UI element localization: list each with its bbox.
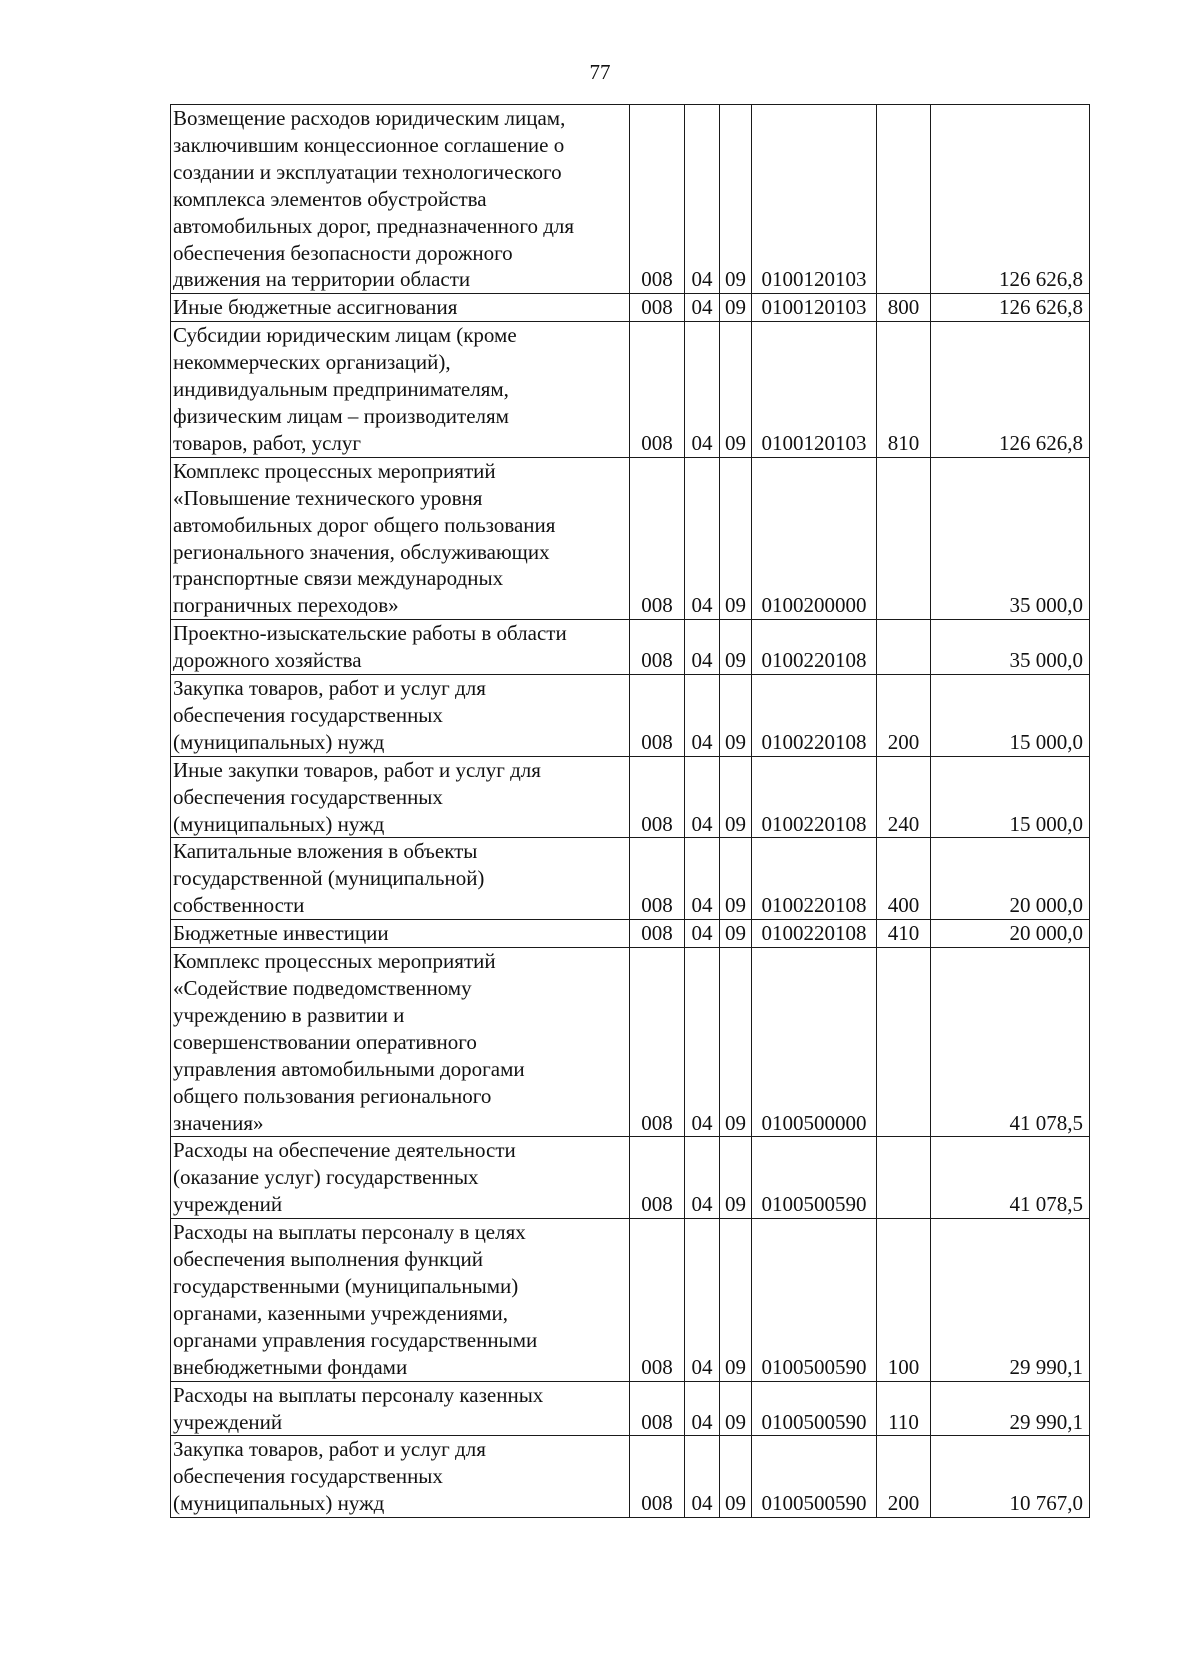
expense-name-line: «Содействие подведомственному [173, 976, 472, 1000]
expense-name-line: заключившим концессионное соглашение о [173, 132, 565, 157]
expense-name-cell [171, 294, 630, 322]
expense-name-line: (оказание услуг) государственных [173, 1165, 479, 1190]
expense-type-cell [877, 620, 931, 675]
expense-type-cell: 240 [877, 756, 931, 838]
table-row [171, 1219, 1090, 1381]
expense-name-line: (муниципальных) нужд [173, 1491, 385, 1516]
expense-name-line: общего пользования регионального [173, 1083, 492, 1108]
section-code-cell: 04 [685, 620, 720, 675]
table-row [171, 756, 1090, 838]
expense-type-cell: 100 [877, 1219, 931, 1381]
expense-name-line: создании и эксплуатации технологического [173, 159, 562, 184]
table-row [171, 838, 1090, 920]
expense-name-line: Бюджетные инвестиции [173, 921, 389, 946]
expense-name-line: (муниципальных) нужд [173, 729, 385, 754]
expense-name-line: автомобильных дорог общего пользования [173, 512, 556, 537]
expense-name-line: Проектно-изыскательские работы в области [173, 621, 567, 646]
ministry-code-cell: 008 [630, 838, 685, 920]
expense-name-line: учреждению в развитии и [173, 1002, 405, 1027]
subsection-code-cell: 09 [720, 620, 752, 675]
expense-name-line: собственности [173, 893, 305, 918]
expense-name-line: внебюджетными фондами [173, 1354, 408, 1379]
table-row [171, 1436, 1090, 1518]
ministry-code-cell: 008 [630, 294, 685, 322]
expense-type-cell: 800 [877, 294, 931, 322]
expense-name-line: учреждений [173, 1192, 283, 1217]
expense-name-line: Закупка товаров, работ и услуг для [173, 676, 486, 701]
table-row [171, 457, 1090, 619]
expense-type-cell [877, 1137, 931, 1219]
expense-name-line: «Повышение технического уровня [173, 485, 483, 510]
section-code-cell: 04 [685, 1219, 720, 1381]
expense-type-cell: 200 [877, 675, 931, 757]
table-row [171, 294, 1090, 322]
subsection-code-cell: 09 [720, 322, 752, 458]
expense-name-line: Возмещение расходов юридическим лицам, [173, 106, 566, 130]
expense-name-line: органами, казенными учреждениями, [173, 1300, 509, 1325]
expense-name-cell [171, 675, 630, 757]
subsection-code-cell: 09 [720, 948, 752, 1137]
expense-name-line: некоммерческих организаций), [173, 350, 451, 375]
expense-name-line: комплекса элементов обустройства [173, 186, 487, 211]
subsection-code-cell: 09 [720, 838, 752, 920]
expense-name-cell [171, 1219, 630, 1381]
expense-name-line: Закупка товаров, работ и услуг для [173, 1437, 486, 1462]
table-row [171, 322, 1090, 458]
expense-type-cell [877, 948, 931, 1137]
expense-name-cell [171, 620, 630, 675]
target-article-cell: 0100220108 [752, 620, 877, 675]
expense-type-cell: 400 [877, 838, 931, 920]
table-body [171, 105, 1090, 1518]
amount-cell: 10 767,0 [931, 1436, 1090, 1518]
table-row [171, 920, 1090, 948]
target-article-cell: 0100500590 [752, 1436, 877, 1518]
expense-name-line: движения на территории области [173, 267, 471, 292]
ministry-code-cell: 008 [630, 1137, 685, 1219]
amount-cell: 20 000,0 [931, 920, 1090, 948]
ministry-code-cell: 008 [630, 948, 685, 1137]
amount-cell: 20 000,0 [931, 838, 1090, 920]
target-article-cell: 0100220108 [752, 838, 877, 920]
ministry-code-cell: 008 [630, 920, 685, 948]
expense-name-line: учреждений [173, 1409, 283, 1434]
expense-name-cell [171, 838, 630, 920]
target-article-cell: 0100500590 [752, 1137, 877, 1219]
expense-name-line: Расходы на выплаты персоналу в целях [173, 1220, 526, 1245]
table-row [171, 620, 1090, 675]
target-article-cell: 0100500590 [752, 1219, 877, 1381]
expense-name-line: Комплекс процессных мероприятий [173, 949, 496, 974]
table-row [171, 105, 1090, 294]
expense-name-line: Расходы на обеспечение деятельности [173, 1138, 516, 1163]
table-row [171, 675, 1090, 757]
expense-type-cell [877, 457, 931, 619]
expense-name-line: дорожного хозяйства [173, 648, 362, 673]
target-article-cell: 0100220108 [752, 675, 877, 757]
amount-cell: 35 000,0 [931, 620, 1090, 675]
target-article-cell: 0100200000 [752, 457, 877, 619]
subsection-code-cell: 09 [720, 457, 752, 619]
ministry-code-cell: 008 [630, 1381, 685, 1436]
section-code-cell: 04 [685, 756, 720, 838]
amount-cell: 15 000,0 [931, 756, 1090, 838]
amount-cell: 41 078,5 [931, 1137, 1090, 1219]
ministry-code-cell: 008 [630, 675, 685, 757]
ministry-code-cell: 008 [630, 105, 685, 294]
expense-name-cell [171, 457, 630, 619]
target-article-cell: 0100120103 [752, 294, 877, 322]
expense-name-line: совершенствовании оперативного [173, 1029, 477, 1054]
ministry-code-cell: 008 [630, 457, 685, 619]
amount-cell: 41 078,5 [931, 948, 1090, 1137]
table-row [171, 1137, 1090, 1219]
expense-name-line: обеспечения государственных [173, 784, 443, 809]
expense-name-line: автомобильных дорог, предназначенного для [173, 213, 575, 238]
section-code-cell: 04 [685, 457, 720, 619]
amount-cell: 29 990,1 [931, 1219, 1090, 1381]
section-code-cell: 04 [685, 105, 720, 294]
ministry-code-cell: 008 [630, 756, 685, 838]
table-row [171, 1381, 1090, 1436]
expense-name-line: Капитальные вложения в объекты [173, 839, 478, 864]
expense-name-line: обеспечения государственных [173, 702, 443, 727]
section-code-cell: 04 [685, 322, 720, 458]
expense-name-line: значения» [173, 1110, 264, 1135]
expense-name-line: транспортные связи международных [173, 566, 504, 591]
target-article-cell: 0100120103 [752, 105, 877, 294]
section-code-cell: 04 [685, 675, 720, 757]
target-article-cell: 0100120103 [752, 322, 877, 458]
expense-name-line: Иные бюджетные ассигнования [173, 295, 458, 320]
expense-name-line: пограничных переходов» [173, 593, 399, 618]
ministry-code-cell: 008 [630, 322, 685, 458]
section-code-cell: 04 [685, 838, 720, 920]
expense-name-line: Субсидии юридическим лицам (кроме [173, 323, 517, 348]
expense-name-cell [171, 105, 630, 294]
expense-type-cell: 810 [877, 322, 931, 458]
amount-cell: 15 000,0 [931, 675, 1090, 757]
subsection-code-cell: 09 [720, 1381, 752, 1436]
expense-name-line: регионального значения, обслуживающих [173, 539, 550, 564]
expense-name-line: Иные закупки товаров, работ и услуг для [173, 757, 541, 782]
section-code-cell: 04 [685, 1436, 720, 1518]
expense-name-line: обеспечения безопасности дорожного [173, 240, 513, 265]
ministry-code-cell: 008 [630, 1436, 685, 1518]
expense-name-line: (муниципальных) нужд [173, 811, 385, 836]
expense-name-cell [171, 1436, 630, 1518]
expense-name-cell [171, 1137, 630, 1219]
subsection-code-cell: 09 [720, 1219, 752, 1381]
expense-name-line: государственной (муниципальной) [173, 866, 485, 891]
target-article-cell: 0100500000 [752, 948, 877, 1137]
expense-type-cell: 110 [877, 1381, 931, 1436]
expense-name-line: управления автомобильными дорогами [173, 1056, 525, 1081]
budget-table [170, 104, 1090, 1518]
expense-name-line: государственными (муниципальными) [173, 1273, 519, 1298]
subsection-code-cell: 09 [720, 675, 752, 757]
subsection-code-cell: 09 [720, 294, 752, 322]
expense-name-cell [171, 756, 630, 838]
amount-cell: 35 000,0 [931, 457, 1090, 619]
section-code-cell: 04 [685, 920, 720, 948]
expense-type-cell [877, 105, 931, 294]
expense-name-cell [171, 920, 630, 948]
expense-type-cell: 200 [877, 1436, 931, 1518]
amount-cell: 29 990,1 [931, 1381, 1090, 1436]
ministry-code-cell: 008 [630, 620, 685, 675]
subsection-code-cell: 09 [720, 1137, 752, 1219]
expense-name-line: обеспечения выполнения функций [173, 1247, 484, 1272]
expense-type-cell: 410 [877, 920, 931, 948]
expense-name-line: органами управления государственными [173, 1327, 538, 1352]
amount-cell: 126 626,8 [931, 294, 1090, 322]
subsection-code-cell: 09 [720, 105, 752, 294]
expense-name-line: Расходы на выплаты персоналу казенных [173, 1382, 544, 1407]
section-code-cell: 04 [685, 1381, 720, 1436]
section-code-cell: 04 [685, 1137, 720, 1219]
expense-name-cell [171, 1381, 630, 1436]
expense-name-line: физическим лицам – производителям [173, 403, 509, 428]
expense-name-line: Комплекс процессных мероприятий [173, 458, 496, 483]
subsection-code-cell: 09 [720, 756, 752, 838]
target-article-cell: 0100500590 [752, 1381, 877, 1436]
expense-name-cell [171, 322, 630, 458]
expense-name-line: обеспечения государственных [173, 1464, 443, 1489]
amount-cell: 126 626,8 [931, 322, 1090, 458]
page-number: 77 [589, 60, 611, 84]
target-article-cell: 0100220108 [752, 920, 877, 948]
ministry-code-cell: 008 [630, 1219, 685, 1381]
amount-cell: 126 626,8 [931, 105, 1090, 294]
section-code-cell: 04 [685, 294, 720, 322]
expense-name-cell [171, 948, 630, 1137]
table-row [171, 948, 1090, 1137]
expense-name-line: товаров, работ, услуг [173, 430, 362, 455]
subsection-code-cell: 09 [720, 1436, 752, 1518]
target-article-cell: 0100220108 [752, 756, 877, 838]
section-code-cell: 04 [685, 948, 720, 1137]
subsection-code-cell: 09 [720, 920, 752, 948]
expense-name-line: индивидуальным предпринимателям, [173, 377, 509, 402]
